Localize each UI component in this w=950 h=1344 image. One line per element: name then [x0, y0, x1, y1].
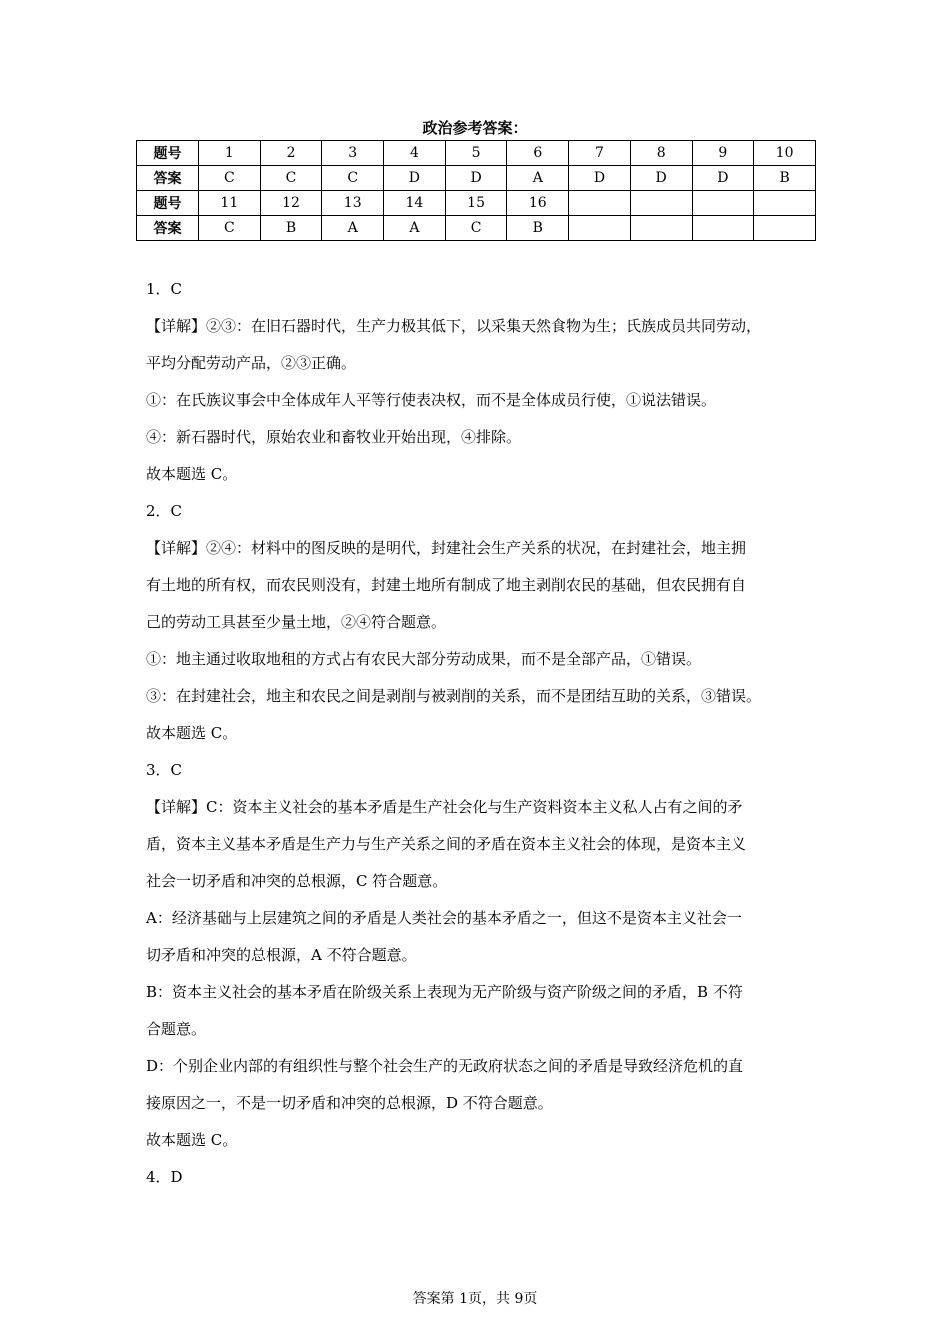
- table-cell: 7: [569, 141, 631, 166]
- table-cell: A: [384, 216, 446, 241]
- table-cell: 8: [630, 141, 692, 166]
- table-cell: 16: [507, 191, 569, 216]
- table-cell: D: [384, 166, 446, 191]
- table-cell: C: [322, 166, 384, 191]
- table-cell: [754, 216, 816, 241]
- table-cell: 12: [260, 191, 322, 216]
- text-line: A：经济基础与上层建筑之间的矛盾是人类社会的基本矛盾之一，但这不是资本主义社会一: [146, 909, 742, 927]
- table-cell: 5: [445, 141, 507, 166]
- table-cell: [692, 216, 754, 241]
- answer-explanations: [146, 271, 814, 1196]
- table-cell: 9: [692, 141, 754, 166]
- table-cell: C: [199, 216, 261, 241]
- text-line: 接原因之一，不是一切矛盾和冲突的总根源，D 不符合题意。: [146, 1094, 553, 1112]
- table-cell: [569, 191, 631, 216]
- text-line: ③：在封建社会，地主和农民之间是剥削与被剥削的关系，而不是团结互助的关系，③错误。: [146, 687, 762, 705]
- text-line: 【详解】②③：在旧石器时代，生产力极其低下，以采集天然食物为生；氏族成员共同劳动，: [146, 317, 762, 335]
- table-cell: D: [445, 166, 507, 191]
- text-line: D：个别企业内部的有组织性与整个社会生产的无政府状态之间的矛盾是导致经济危机的直: [146, 1057, 744, 1075]
- text-line: 切矛盾和冲突的总根源，A 不符合题意。: [146, 946, 417, 964]
- table-cell: 13: [322, 191, 384, 216]
- answer-table: [136, 140, 816, 241]
- table-cell: 3: [322, 141, 384, 166]
- table-cell: B: [754, 166, 816, 191]
- text-line: 社会一切矛盾和冲突的总根源，C 符合题意。: [146, 872, 448, 890]
- page-footer: 答案第 1页，共 9页: [412, 1291, 538, 1307]
- table-cell: D: [692, 166, 754, 191]
- table-row: [137, 216, 816, 241]
- table-cell: 题号: [137, 191, 199, 216]
- table-cell: [754, 191, 816, 216]
- text-line: 盾，资本主义基本矛盾是生产力与生产关系之间的矛盾在资本主义社会的体现，是资本主义: [146, 835, 747, 853]
- table-cell: 6: [507, 141, 569, 166]
- table-cell: 答案: [137, 216, 199, 241]
- text-line: 故本题选 C。: [146, 724, 238, 742]
- table-cell: 2: [260, 141, 322, 166]
- text-line: 4．D: [146, 1168, 183, 1186]
- table-cell: [630, 216, 692, 241]
- text-line: ①：地主通过收取地租的方式占有农民大部分劳动成果，而不是全部产品，①错误。: [146, 650, 702, 668]
- table-cell: [630, 191, 692, 216]
- table-cell: 4: [384, 141, 446, 166]
- text-line: 己的劳动工具甚至少量土地，②④符合题意。: [146, 613, 447, 631]
- text-line: 【详解】C：资本主义社会的基本矛盾是生产社会化与生产资料资本主义私人占有之间的矛: [146, 798, 743, 816]
- text-line: B：资本主义社会的基本矛盾在阶级关系上表现为无产阶级与资产阶级之间的矛盾，B 不符: [146, 983, 743, 1001]
- text-line: 有土地的所有权，而农民则没有，封建土地所有制成了地主剥削农民的基础，但农民拥有自: [146, 576, 747, 594]
- text-line: 2．C: [146, 502, 183, 520]
- table-cell: 答案: [137, 166, 199, 191]
- text-line: 故本题选 C。: [146, 465, 238, 483]
- table-cell: A: [322, 216, 384, 241]
- table-cell: D: [569, 166, 631, 191]
- table-cell: C: [260, 166, 322, 191]
- text-line: ④：新石器时代，原始农业和畜牧业开始出现，④排除。: [146, 428, 522, 446]
- text-line: 故本题选 C。: [146, 1131, 238, 1149]
- text-line: 合题意。: [146, 1020, 207, 1038]
- table-cell: 14: [384, 191, 446, 216]
- text-line: 1．C: [146, 280, 183, 298]
- text-line: 3．C: [146, 761, 183, 779]
- table-cell: 1: [199, 141, 261, 166]
- text-line: 【详解】②④：材料中的图反映的是明代，封建社会生产关系的状况，在封建社会，地主拥: [146, 539, 747, 557]
- table-row: [137, 191, 816, 216]
- table-cell: A: [507, 166, 569, 191]
- table-cell: 15: [445, 191, 507, 216]
- table-cell: D: [630, 166, 692, 191]
- table-cell: C: [199, 166, 261, 191]
- text-line: 平均分配劳动产品，②③正确。: [146, 354, 357, 372]
- table-row: [137, 141, 816, 166]
- table-cell: [569, 216, 631, 241]
- table-cell: B: [260, 216, 322, 241]
- text-line: ①：在氏族议事会中全体成年人平等行使表决权，而不是全体成员行使，①说法错误。: [146, 391, 717, 409]
- table-cell: 题号: [137, 141, 199, 166]
- table-cell: 11: [199, 191, 261, 216]
- table-cell: [692, 191, 754, 216]
- table-cell: B: [507, 216, 569, 241]
- table-cell: 10: [754, 141, 816, 166]
- document-title: 政治参考答案：: [422, 119, 528, 137]
- table-row: [137, 166, 816, 191]
- table-cell: C: [445, 216, 507, 241]
